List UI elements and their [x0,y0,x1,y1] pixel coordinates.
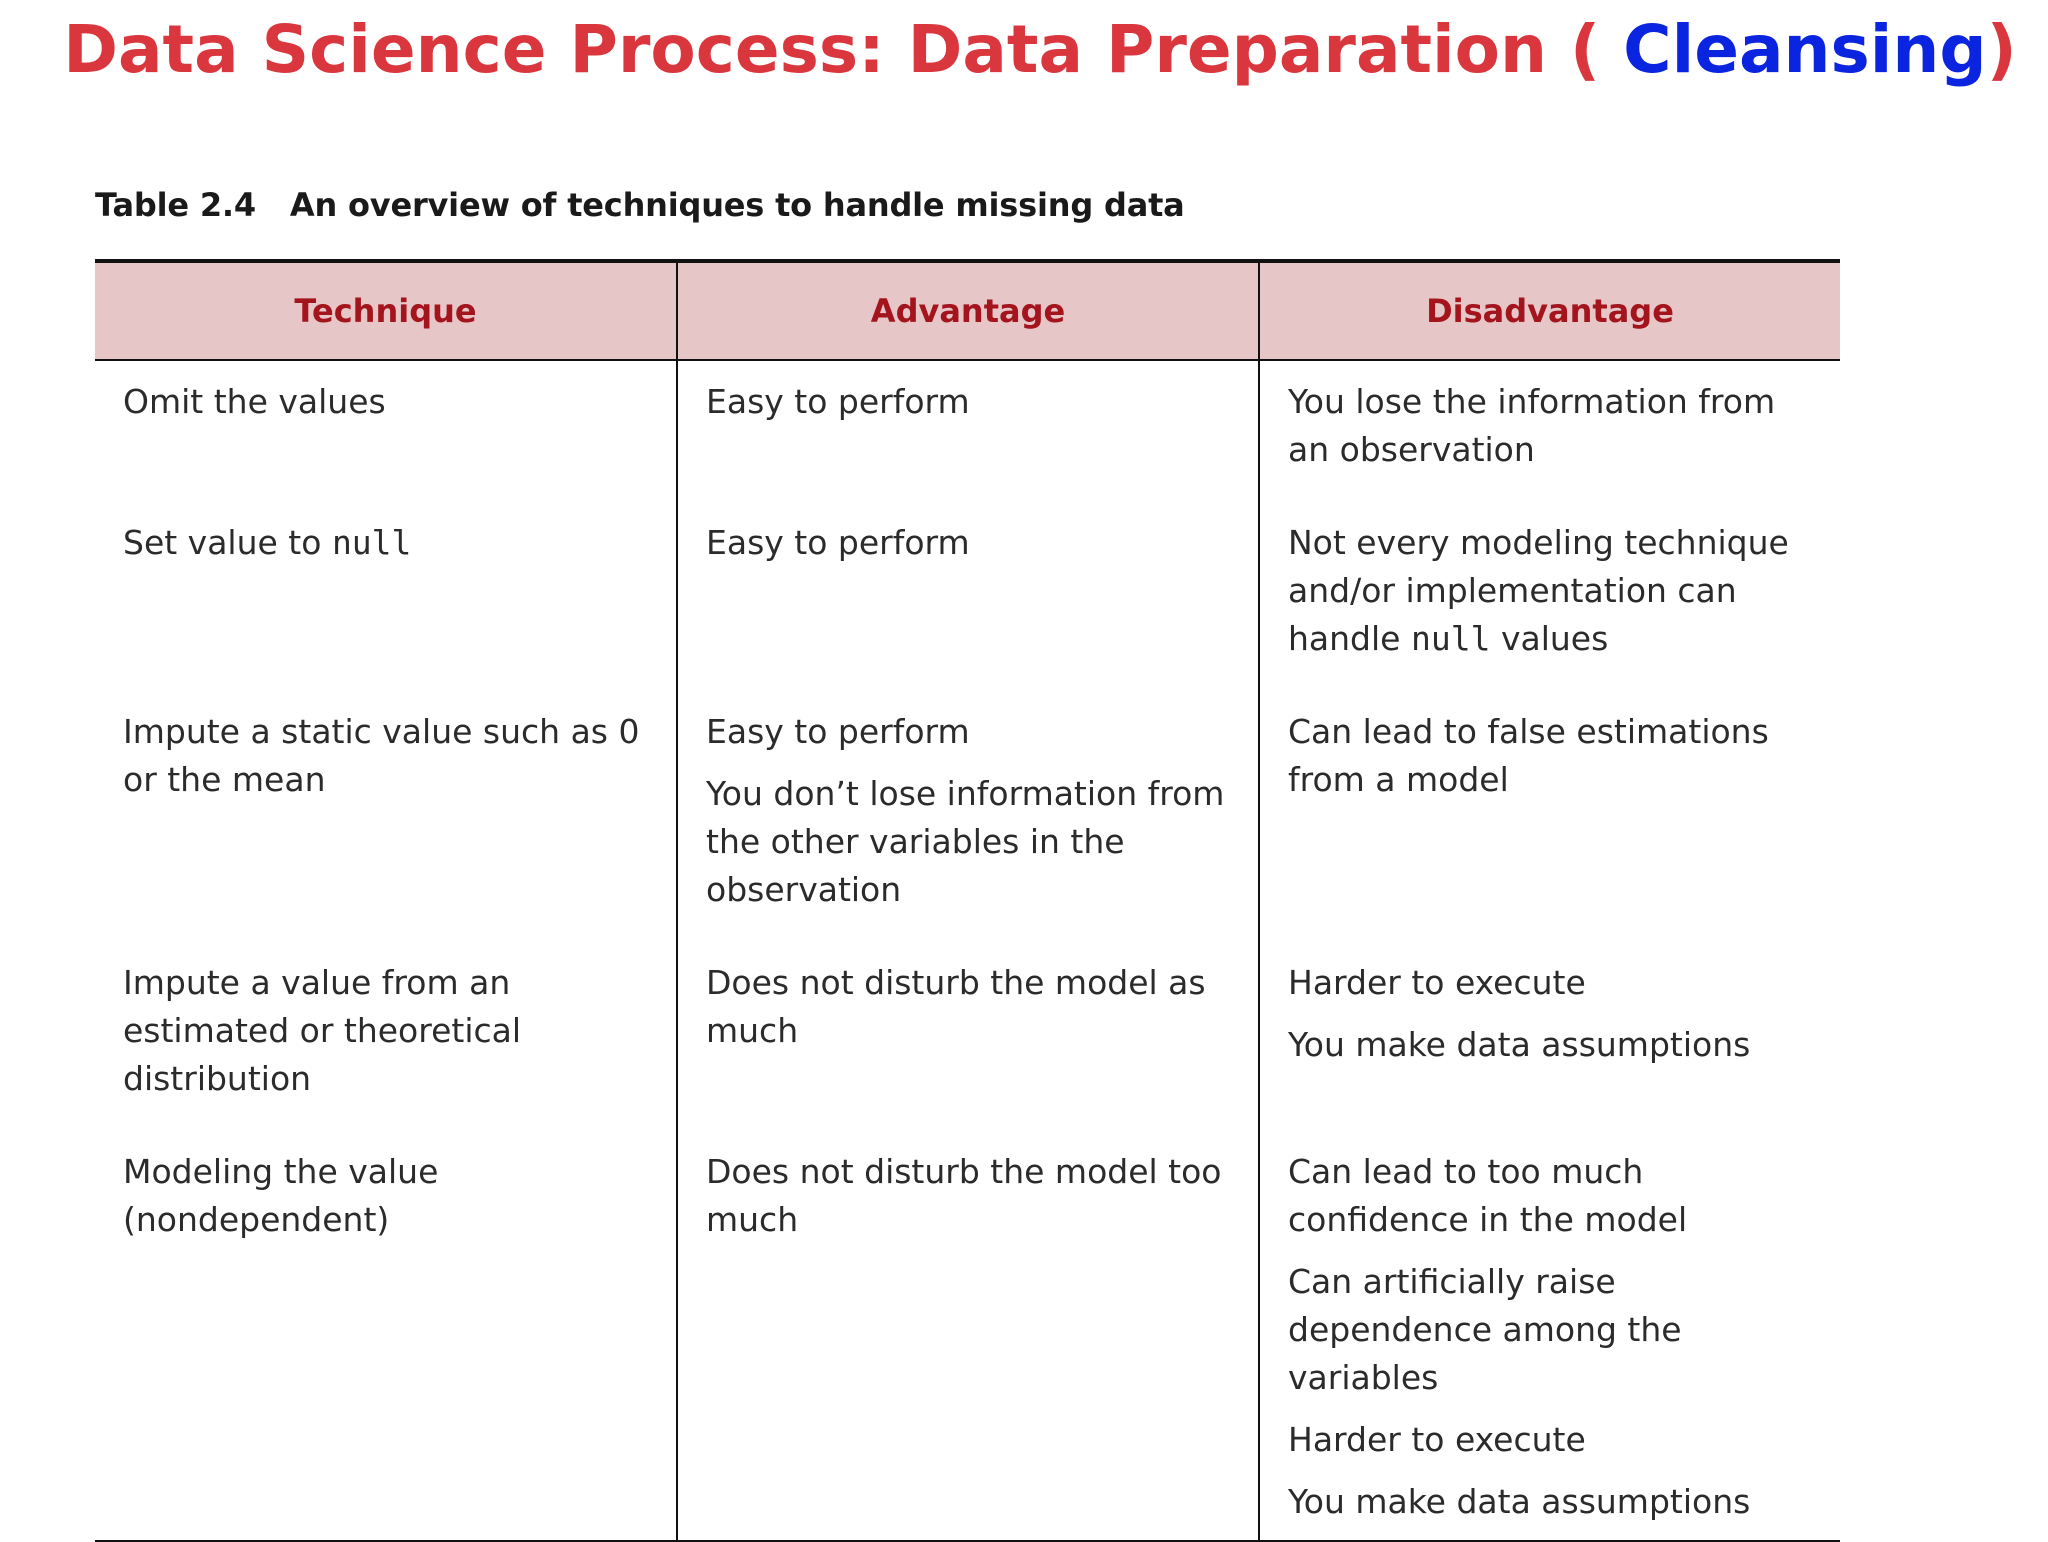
cell-text-suffix: values [1490,619,1609,658]
slide-title-highlight: Cleansing [1623,11,1987,88]
cell-text: You don’t lose information from the other variables in the observation [706,774,1225,909]
cell-text: Impute a static value such as 0 or the mean [123,712,640,799]
cell-text [1288,519,1814,663]
cell-technique [95,1131,677,1541]
cell-text: Easy to perform [706,523,970,562]
techniques-table [95,259,1840,1542]
cell-text: Harder to execute [1288,963,1586,1002]
cell-text: Omit the values [123,382,386,421]
cell-advantage [677,502,1259,691]
cell-disadvantage [1259,691,1840,942]
cell-text: You lose the information from an observation [1288,382,1776,469]
cell-text-prefix: Not every modeling technique and/or implementation can handle [1288,523,1789,658]
table-header-row [95,261,1840,360]
table-row [95,360,1840,502]
cell-text: Impute a value from an estimated or theoretical distribution [123,963,522,1098]
cell-disadvantage [1259,502,1840,691]
cell-technique [95,502,677,691]
cell-text [123,519,650,567]
cell-advantage [677,942,1259,1131]
cell-text: Does not disturb the model too much [706,1152,1222,1239]
cell-text: You make data assumptions [1288,1025,1751,1064]
slide-title-close: ) [1986,11,2017,88]
cell-technique [95,691,677,942]
cell-text: Easy to perform [706,382,970,421]
slide-title [0,6,2048,94]
cell-text: Can artificially raise dependence among the variables [1288,1262,1682,1397]
cell-disadvantage [1259,1131,1840,1541]
header-disadvantage: Disadvantage [1259,261,1840,360]
missing-data-table [95,259,1840,1542]
cell-advantage [677,360,1259,502]
table-caption-text: An overview of techniques to handle missing data [289,186,1185,224]
cell-text: Easy to perform [706,712,970,751]
cell-technique [95,360,677,502]
cell-code: null [1410,619,1491,658]
slide-title-main: Data Science Process: Data Preparation ( [63,11,1624,88]
cell-advantage [677,1131,1259,1541]
cell-text: Does not disturb the model as much [706,963,1206,1050]
table-caption [95,186,1185,224]
cell-code: null [331,523,412,562]
cell-advantage [677,691,1259,942]
cell-disadvantage [1259,942,1840,1131]
cell-text: Harder to execute [1288,1420,1586,1459]
table-row [95,1131,1840,1541]
cell-text: You make data assumptions [1288,1482,1751,1521]
table-row [95,502,1840,691]
cell-disadvantage [1259,360,1840,502]
table-row [95,942,1840,1131]
cell-text-prefix: Set value to [123,523,332,562]
header-technique: Technique [95,261,677,360]
cell-text: Can lead to false estimations from a model [1288,712,1769,799]
table-caption-number: Table 2.4 [95,186,256,224]
cell-technique [95,942,677,1131]
cell-text: Modeling the value (nondependent) [123,1152,439,1239]
cell-text: Can lead to too much confidence in the model [1288,1152,1688,1239]
table-row [95,691,1840,942]
header-advantage: Advantage [677,261,1259,360]
